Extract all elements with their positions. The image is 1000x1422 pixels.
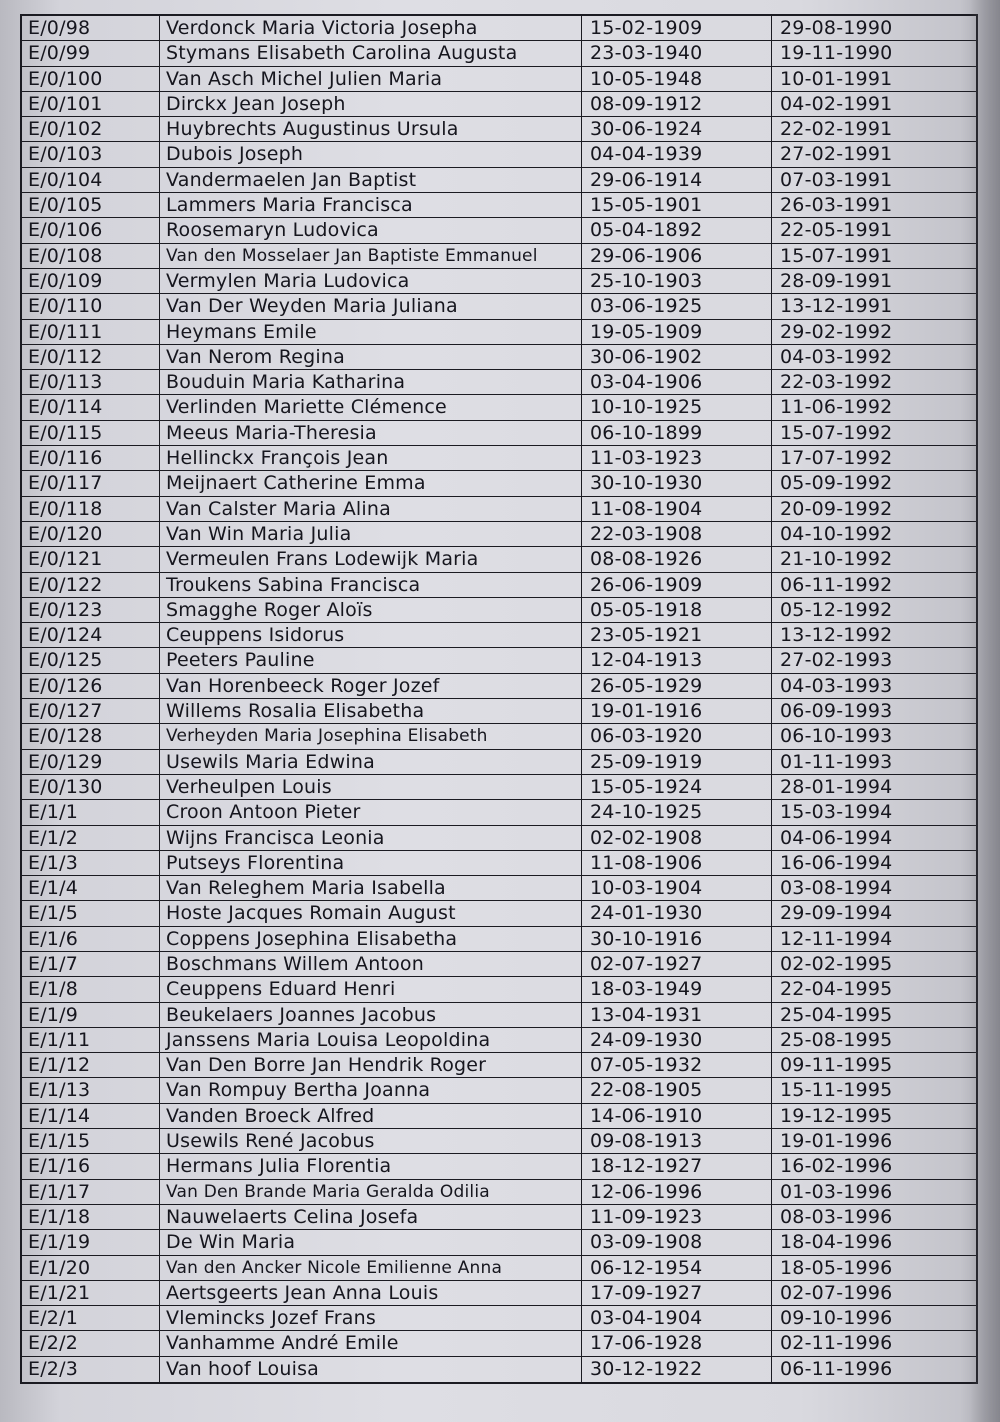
table-row — [22, 471, 976, 496]
table-row — [22, 244, 976, 269]
death-date-cell: 15-07-1991 — [780, 244, 893, 267]
death-date-cell: 02-11-1996 — [780, 1332, 893, 1355]
name-cell: Vanhamme André Emile — [160, 1331, 582, 1355]
name-cell: Vermylen Maria Ludovica — [160, 269, 582, 293]
name-cell: Van Den Brande Maria Geralda Odilia — [160, 1180, 582, 1204]
grave-code-cell: E/0/109 — [22, 269, 160, 293]
name-cell: Peeters Pauline — [160, 648, 582, 672]
name-cell: Dirckx Jean Joseph — [160, 92, 582, 116]
death-date-cell: 02-02-1995 — [780, 952, 893, 975]
birth-date-cell: 03-04-1906 — [582, 370, 772, 394]
grave-code-cell: E/0/111 — [22, 320, 160, 344]
death-date-cell: 29-02-1992 — [780, 320, 893, 343]
birth-date-cell: 12-06-1996 — [582, 1180, 772, 1204]
death-date-cell: 06-11-1996 — [780, 1357, 893, 1380]
name-cell: Usewils Maria Edwina — [160, 750, 582, 774]
name-cell: Nauwelaerts Celina Josefa — [160, 1205, 582, 1229]
death-date-cell: 06-11-1992 — [780, 573, 893, 596]
death-date-cell: 01-03-1996 — [780, 1180, 893, 1203]
grave-code-cell: E/1/19 — [22, 1230, 160, 1254]
grave-code-cell: E/0/98 — [22, 16, 160, 40]
grave-code-cell: E/2/2 — [22, 1331, 160, 1355]
grave-code-cell: E/0/122 — [22, 573, 160, 597]
death-date-cell: 05-12-1992 — [780, 598, 893, 621]
name-cell: Van Releghem Maria Isabella — [160, 876, 582, 900]
name-cell: Hermans Julia Florentia — [160, 1154, 582, 1178]
grave-code-cell: E/2/3 — [22, 1357, 160, 1382]
table-row — [22, 876, 976, 901]
name-cell: Van Calster Maria Alina — [160, 497, 582, 521]
table-row — [22, 952, 976, 977]
grave-code-cell: E/0/127 — [22, 699, 160, 723]
death-date-cell: 09-11-1995 — [780, 1054, 893, 1077]
birth-date-cell: 30-10-1930 — [582, 471, 772, 495]
table-row — [22, 826, 976, 851]
grave-code-cell: E/1/7 — [22, 952, 160, 976]
grave-code-cell: E/0/105 — [22, 193, 160, 217]
death-date-cell: 22-02-1991 — [780, 118, 893, 141]
birth-date-cell: 10-05-1948 — [582, 67, 772, 91]
grave-code-cell: E/0/112 — [22, 345, 160, 369]
table-row — [22, 775, 976, 800]
table-row — [22, 547, 976, 572]
death-date-cell: 25-04-1995 — [780, 1003, 893, 1026]
death-date-cell: 25-08-1995 — [780, 1028, 893, 1051]
birth-date-cell: 03-04-1904 — [582, 1306, 772, 1330]
birth-date-cell: 05-05-1918 — [582, 598, 772, 622]
death-date-cell: 22-03-1992 — [780, 371, 893, 394]
birth-date-cell: 12-04-1913 — [582, 648, 772, 672]
death-date-cell: 27-02-1991 — [780, 143, 893, 166]
birth-date-cell: 08-09-1912 — [582, 92, 772, 116]
birth-date-cell: 08-08-1926 — [582, 547, 772, 571]
death-date-cell: 29-09-1994 — [780, 902, 893, 925]
birth-date-cell: 11-08-1904 — [582, 497, 772, 521]
name-cell: Van Horenbeeck Roger Jozef — [160, 674, 582, 698]
name-cell: Vandermaelen Jan Baptist — [160, 168, 582, 192]
name-cell: Van Nerom Regina — [160, 345, 582, 369]
birth-date-cell: 09-08-1913 — [582, 1129, 772, 1153]
birth-date-cell: 18-03-1949 — [582, 977, 772, 1001]
birth-date-cell: 15-05-1924 — [582, 775, 772, 799]
table-row — [22, 1331, 976, 1356]
table-row — [22, 901, 976, 926]
death-date-cell: 22-04-1995 — [780, 978, 893, 1001]
table-row — [22, 674, 976, 699]
grave-code-cell: E/0/106 — [22, 218, 160, 242]
name-cell: Troukens Sabina Francisca — [160, 573, 582, 597]
birth-date-cell: 29-06-1906 — [582, 244, 772, 268]
death-date-cell: 18-05-1996 — [780, 1256, 893, 1279]
name-cell: Meijnaert Catherine Emma — [160, 471, 582, 495]
table-row — [22, 1357, 976, 1382]
name-cell: Putseys Florentina — [160, 851, 582, 875]
name-cell: Vanden Broeck Alfred — [160, 1104, 582, 1128]
grave-code-cell: E/0/113 — [22, 370, 160, 394]
death-date-cell: 03-08-1994 — [780, 877, 893, 900]
grave-code-cell: E/1/1 — [22, 800, 160, 824]
birth-date-cell: 02-02-1908 — [582, 826, 772, 850]
name-cell: Van Den Borre Jan Hendrik Roger — [160, 1053, 582, 1077]
death-date-cell: 21-10-1992 — [780, 548, 893, 571]
death-date-cell: 19-12-1995 — [780, 1104, 893, 1127]
table-row — [22, 1028, 976, 1053]
name-cell: Hoste Jacques Romain August — [160, 901, 582, 925]
table-row — [22, 92, 976, 117]
grave-code-cell: E/0/120 — [22, 522, 160, 546]
grave-code-cell: E/1/13 — [22, 1078, 160, 1102]
birth-date-cell: 24-09-1930 — [582, 1028, 772, 1052]
table-row — [22, 1230, 976, 1255]
table-row — [22, 1104, 976, 1129]
birth-date-cell: 11-09-1923 — [582, 1205, 772, 1229]
birth-date-cell: 04-04-1939 — [582, 142, 772, 166]
death-date-cell: 22-05-1991 — [780, 219, 893, 242]
grave-code-cell: E/0/115 — [22, 421, 160, 445]
table-row — [22, 648, 976, 673]
table-row — [22, 218, 976, 243]
birth-date-cell: 30-06-1924 — [582, 117, 772, 141]
grave-code-cell: E/1/4 — [22, 876, 160, 900]
birth-date-cell: 17-09-1927 — [582, 1281, 772, 1305]
grave-code-cell: E/1/8 — [22, 977, 160, 1001]
table-row — [22, 193, 976, 218]
birth-date-cell: 06-10-1899 — [582, 421, 772, 445]
table-row — [22, 1078, 976, 1103]
death-date-cell: 07-03-1991 — [780, 168, 893, 191]
name-cell: Ceuppens Eduard Henri — [160, 977, 582, 1001]
death-date-cell: 05-09-1992 — [780, 472, 893, 495]
table-row — [22, 41, 976, 66]
birth-date-cell: 26-06-1909 — [582, 573, 772, 597]
table-row — [22, 800, 976, 825]
grave-code-cell: E/0/117 — [22, 471, 160, 495]
grave-code-cell: E/0/124 — [22, 623, 160, 647]
birth-date-cell: 15-02-1909 — [582, 16, 772, 40]
death-date-cell: 15-11-1995 — [780, 1079, 893, 1102]
name-cell: Usewils René Jacobus — [160, 1129, 582, 1153]
table-row — [22, 294, 976, 319]
name-cell: Van hoof Louisa — [160, 1357, 582, 1382]
table-row — [22, 168, 976, 193]
table-row — [22, 699, 976, 724]
grave-code-cell: E/0/110 — [22, 294, 160, 318]
table-row — [22, 598, 976, 623]
table-row — [22, 1306, 976, 1331]
birth-date-cell: 30-10-1916 — [582, 927, 772, 951]
death-date-cell: 06-10-1993 — [780, 725, 893, 748]
name-cell: Dubois Joseph — [160, 142, 582, 166]
birth-date-cell: 07-05-1932 — [582, 1053, 772, 1077]
grave-code-cell: E/0/108 — [22, 244, 160, 268]
table-row — [22, 522, 976, 547]
grave-code-cell: E/1/15 — [22, 1129, 160, 1153]
table-row — [22, 16, 976, 41]
death-date-cell: 16-02-1996 — [780, 1155, 893, 1178]
death-date-cell: 27-02-1993 — [780, 649, 893, 672]
grave-code-cell: E/1/11 — [22, 1028, 160, 1052]
table-row — [22, 573, 976, 598]
grave-code-cell: E/0/130 — [22, 775, 160, 799]
grave-code-cell: E/1/20 — [22, 1256, 160, 1280]
grave-code-cell: E/1/6 — [22, 927, 160, 951]
name-cell: Croon Antoon Pieter — [160, 800, 582, 824]
death-date-cell: 15-03-1994 — [780, 801, 893, 824]
name-cell: Verheulpen Louis — [160, 775, 582, 799]
death-date-cell: 29-08-1990 — [780, 17, 893, 39]
birth-date-cell: 23-03-1940 — [582, 41, 772, 65]
death-date-cell: 11-06-1992 — [780, 396, 893, 419]
table-row — [22, 345, 976, 370]
name-cell: Van Rompuy Bertha Joanna — [160, 1078, 582, 1102]
grave-code-cell: E/1/3 — [22, 851, 160, 875]
grave-code-cell: E/0/102 — [22, 117, 160, 141]
table-row — [22, 1180, 976, 1205]
death-date-cell: 17-07-1992 — [780, 447, 893, 470]
birth-date-cell: 03-06-1925 — [582, 294, 772, 318]
grave-code-cell: E/1/18 — [22, 1205, 160, 1229]
death-date-cell: 04-10-1992 — [780, 522, 893, 545]
death-date-cell: 04-03-1993 — [780, 674, 893, 697]
name-cell: Willems Rosalia Elisabetha — [160, 699, 582, 723]
grave-code-cell: E/0/128 — [22, 724, 160, 748]
death-date-cell: 01-11-1993 — [780, 750, 893, 773]
death-date-cell: 13-12-1992 — [780, 624, 893, 647]
death-date-cell: 19-01-1996 — [780, 1130, 893, 1153]
grave-code-cell: E/2/1 — [22, 1306, 160, 1330]
birth-date-cell: 26-05-1929 — [582, 674, 772, 698]
grave-code-cell: E/0/100 — [22, 67, 160, 91]
table-row — [22, 269, 976, 294]
grave-code-cell: E/0/123 — [22, 598, 160, 622]
death-date-cell: 04-03-1992 — [780, 345, 893, 368]
birth-date-cell: 25-10-1903 — [582, 269, 772, 293]
grave-code-cell: E/1/17 — [22, 1180, 160, 1204]
grave-code-cell: E/0/118 — [22, 497, 160, 521]
table-row — [22, 142, 976, 167]
death-date-cell: 18-04-1996 — [780, 1231, 893, 1254]
table-row — [22, 1003, 976, 1028]
death-date-cell: 28-01-1994 — [780, 775, 893, 798]
death-date-cell: 09-10-1996 — [780, 1307, 893, 1330]
death-date-cell: 28-09-1991 — [780, 269, 893, 292]
death-date-cell: 15-07-1992 — [780, 421, 893, 444]
grave-code-cell: E/0/116 — [22, 446, 160, 470]
name-cell: De Win Maria — [160, 1230, 582, 1254]
birth-date-cell: 19-01-1916 — [582, 699, 772, 723]
name-cell: Boschmans Willem Antoon — [160, 952, 582, 976]
table-row — [22, 724, 976, 749]
death-date-cell: 02-07-1996 — [780, 1281, 893, 1304]
death-date-cell: 12-11-1994 — [780, 927, 893, 950]
birth-date-cell: 22-03-1908 — [582, 522, 772, 546]
birth-date-cell: 17-06-1928 — [582, 1331, 772, 1355]
grave-code-cell: E/1/9 — [22, 1003, 160, 1027]
table-row — [22, 421, 976, 446]
table-row — [22, 395, 976, 420]
name-cell: Verlinden Mariette Clémence — [160, 395, 582, 419]
table-row — [22, 446, 976, 471]
table-row — [22, 623, 976, 648]
birth-date-cell: 02-07-1927 — [582, 952, 772, 976]
birth-date-cell: 25-09-1919 — [582, 750, 772, 774]
birth-date-cell: 22-08-1905 — [582, 1078, 772, 1102]
birth-date-cell: 03-09-1908 — [582, 1230, 772, 1254]
death-date-cell: 08-03-1996 — [780, 1205, 893, 1228]
grave-code-cell: E/0/99 — [22, 41, 160, 65]
birth-date-cell: 23-05-1921 — [582, 623, 772, 647]
table-row — [22, 370, 976, 395]
table-row — [22, 851, 976, 876]
death-date-cell: 19-11-1990 — [780, 42, 893, 65]
table-row — [22, 750, 976, 775]
birth-date-cell: 24-01-1930 — [582, 901, 772, 925]
birth-date-cell: 24-10-1925 — [582, 800, 772, 824]
name-cell: Stymans Elisabeth Carolina Augusta — [160, 41, 582, 65]
table-row — [22, 497, 976, 522]
name-cell: Vlemincks Jozef Frans — [160, 1306, 582, 1330]
name-cell: Heymans Emile — [160, 320, 582, 344]
table-row — [22, 1205, 976, 1230]
grave-code-cell: E/0/126 — [22, 674, 160, 698]
birth-date-cell: 06-03-1920 — [582, 724, 772, 748]
grave-code-cell: E/1/2 — [22, 826, 160, 850]
birth-date-cell: 11-08-1906 — [582, 851, 772, 875]
grave-code-cell: E/1/16 — [22, 1154, 160, 1178]
death-date-cell: 13-12-1991 — [780, 295, 893, 318]
name-cell: Hellinckx François Jean — [160, 446, 582, 470]
name-cell: Roosemaryn Ludovica — [160, 218, 582, 242]
table-row — [22, 117, 976, 142]
name-cell: Smagghe Roger Aloïs — [160, 598, 582, 622]
name-cell: Coppens Josephina Elisabetha — [160, 927, 582, 951]
name-cell: Van Der Weyden Maria Juliana — [160, 294, 582, 318]
birth-date-cell: 15-05-1901 — [582, 193, 772, 217]
birth-date-cell: 30-12-1922 — [582, 1357, 772, 1382]
death-date-cell: 10-01-1991 — [780, 67, 893, 90]
table-row — [22, 67, 976, 92]
grave-code-cell: E/0/104 — [22, 168, 160, 192]
burial-register-table — [20, 14, 978, 1384]
death-date-cell: 20-09-1992 — [780, 497, 893, 520]
table-row — [22, 977, 976, 1002]
name-cell: Meeus Maria-Theresia — [160, 421, 582, 445]
name-cell: Verheyden Maria Josephina Elisabeth — [160, 724, 582, 748]
table-row — [22, 1281, 976, 1306]
name-cell: Lammers Maria Francisca — [160, 193, 582, 217]
birth-date-cell: 10-03-1904 — [582, 876, 772, 900]
table-row — [22, 1256, 976, 1281]
table-row — [22, 927, 976, 952]
birth-date-cell: 14-06-1910 — [582, 1104, 772, 1128]
table-row — [22, 1154, 976, 1179]
grave-code-cell: E/0/101 — [22, 92, 160, 116]
grave-code-cell: E/1/12 — [22, 1053, 160, 1077]
table-row — [22, 1053, 976, 1078]
birth-date-cell: 05-04-1892 — [582, 218, 772, 242]
grave-code-cell: E/0/125 — [22, 648, 160, 672]
grave-code-cell: E/0/129 — [22, 750, 160, 774]
grave-code-cell: E/1/14 — [22, 1104, 160, 1128]
death-date-cell: 16-06-1994 — [780, 851, 893, 874]
birth-date-cell: 29-06-1914 — [582, 168, 772, 192]
name-cell: Vermeulen Frans Lodewijk Maria — [160, 547, 582, 571]
name-cell: Janssens Maria Louisa Leopoldina — [160, 1028, 582, 1052]
birth-date-cell: 11-03-1923 — [582, 446, 772, 470]
table-row — [22, 1129, 976, 1154]
page-edge-shadow — [970, 0, 1000, 1422]
birth-date-cell: 18-12-1927 — [582, 1154, 772, 1178]
name-cell: Van den Ancker Nicole Emilienne Anna — [160, 1256, 582, 1280]
name-cell: Van den Mosselaer Jan Baptiste Emmanuel — [160, 244, 582, 268]
grave-code-cell: E/0/114 — [22, 395, 160, 419]
name-cell: Van Win Maria Julia — [160, 522, 582, 546]
birth-date-cell: 06-12-1954 — [582, 1256, 772, 1280]
grave-code-cell: E/0/121 — [22, 547, 160, 571]
name-cell: Ceuppens Isidorus — [160, 623, 582, 647]
name-cell: Bouduin Maria Katharina — [160, 370, 582, 394]
birth-date-cell: 19-05-1909 — [582, 320, 772, 344]
death-date-cell: 04-02-1991 — [780, 92, 893, 115]
name-cell: Aertsgeerts Jean Anna Louis — [160, 1281, 582, 1305]
name-cell: Van Asch Michel Julien Maria — [160, 67, 582, 91]
name-cell: Wijns Francisca Leonia — [160, 826, 582, 850]
death-date-cell: 04-06-1994 — [780, 826, 893, 849]
name-cell: Huybrechts Augustinus Ursula — [160, 117, 582, 141]
grave-code-cell: E/1/5 — [22, 901, 160, 925]
death-date-cell: 26-03-1991 — [780, 194, 893, 217]
grave-code-cell: E/1/21 — [22, 1281, 160, 1305]
name-cell: Verdonck Maria Victoria Josepha — [160, 16, 582, 40]
death-date-cell: 06-09-1993 — [780, 700, 893, 723]
name-cell: Beukelaers Joannes Jacobus — [160, 1003, 582, 1027]
birth-date-cell: 10-10-1925 — [582, 395, 772, 419]
grave-code-cell: E/0/103 — [22, 142, 160, 166]
table-row — [22, 320, 976, 345]
birth-date-cell: 30-06-1902 — [582, 345, 772, 369]
birth-date-cell: 13-04-1931 — [582, 1003, 772, 1027]
